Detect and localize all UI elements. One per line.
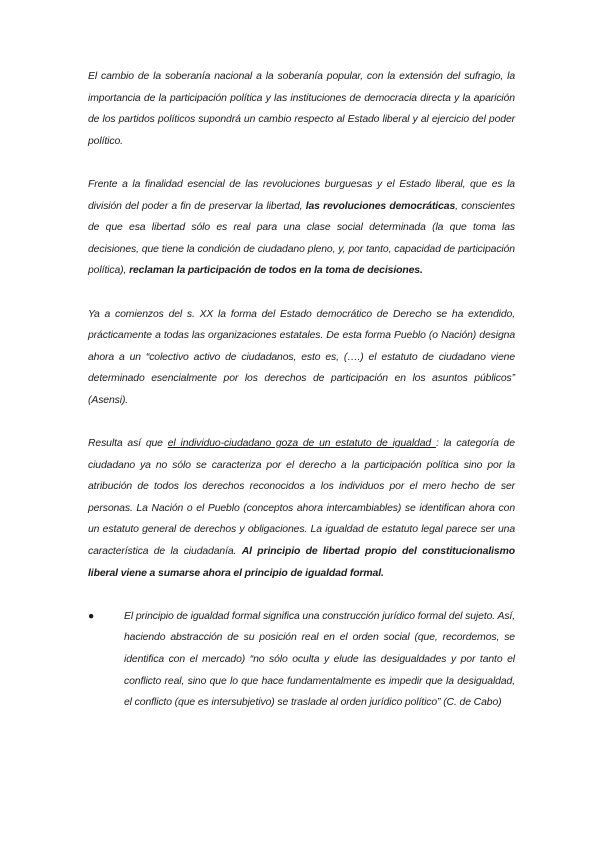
bold-run: Al principio de libertad propio del constitucionalismo liberal viene a sumarse ahora el principio de igualdad formal. [88, 546, 515, 579]
paragraph-revoluciones [88, 174, 515, 282]
bullet-item [88, 606, 515, 714]
paragraph-igualdad [88, 433, 515, 584]
text-run: : la categoría de ciudadano ya no sólo se caracteriza por el derecho a la participación política sino por la atribución de todos los derechos reconocidos a los individuos por el mero hecho de ser personas. La Nación o el Pueblo (conceptos ahora intercambiables) se identifican ahora con un estatuto general de derechos y obligaciones. La igualdad de estatuto legal parece ser una característica de la ciudadanía. [88, 438, 515, 558]
bold-run: las revoluciones democráticas [305, 200, 456, 212]
paragraph-estado-democratico: Ya a comienzos del s. XX la forma del Estado democrático de Derecho se ha extendido, prácticamente a todas las organizaciones estatales. De esta forma Pueblo (o Nación) designa ahora a un “colectivo activo de ciudadanos, esto es, (….) el estatuto de ciudadano viene determinado esencialmente por los derechos de participación en los asuntos públicos” (Asensi). [88, 308, 515, 406]
text-run: Resulta así que [88, 438, 168, 450]
paragraph-soberania: El cambio de la soberanía nacional a la soberanía popular, con la extensión del sufragio, la importancia de la participación política y las instituciones de democracia directa y la aparición de los partidos políticos supondrá un cambio respecto al Estado liberal y al ejercicio del poder político. [88, 71, 515, 147]
text-run: , conscientes de que esa libertad sólo es real para una clase social determinada (la que toma las decisiones, que tiene la condición de ciudadano pleno, y, por tanto, capacidad de participación política), [88, 200, 515, 277]
paragraph-gap [88, 412, 515, 434]
underlined-run: el individuo-ciudadano goza de un estatuto de igualdad [167, 438, 436, 450]
bullet-icon: ● [88, 610, 95, 622]
bold-run: reclaman la participación de todos en la toma de decisiones. [129, 265, 423, 277]
paragraph-gap [88, 152, 515, 174]
bullet-text: El principio de igualdad formal significa una construcción jurídico formal del sujeto. Así, haciendo abstracción de su posición real en el orden social (que, recordemos, se identifica con el mercado) “no sólo oculta y elude las desigualdades y por tanto el conflicto real, sino que lo que hace fundamentalmente es impedir que la desigualdad, el conflicto (que es intersubjetivo) se traslade al orden jurídico político” (C. de Cabo) [124, 610, 515, 709]
document-page [88, 66, 515, 714]
paragraph-gap [88, 282, 515, 304]
paragraph-gap [88, 584, 515, 606]
text-run: Frente a la finalidad esencial de las revoluciones burguesas y el Estado liberal, que es la división del poder a fin de preservar la libertad, [88, 178, 515, 212]
